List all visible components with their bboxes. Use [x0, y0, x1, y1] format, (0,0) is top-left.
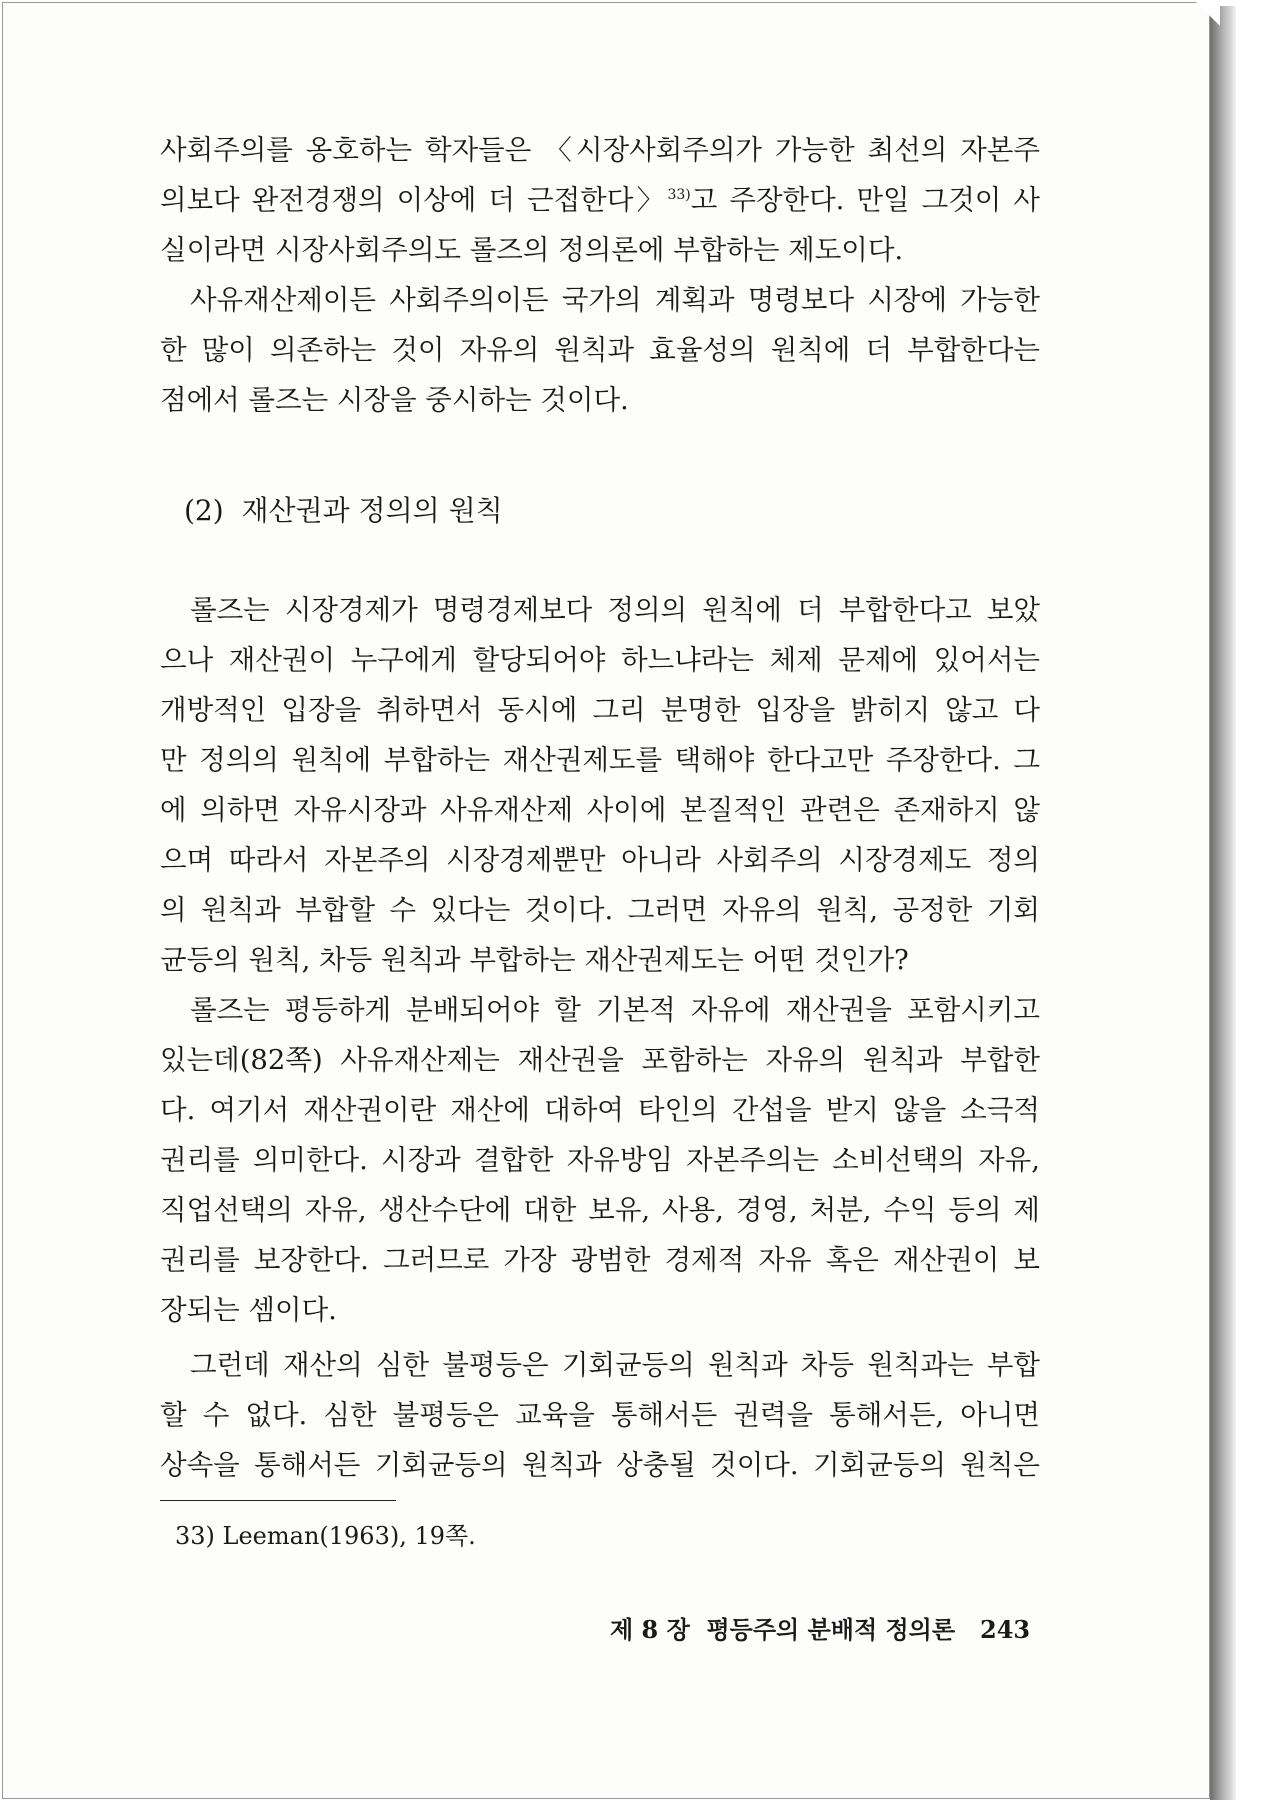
text-line: 권리를 보장한다. 그러므로 가장 광범한 경제적 자유 혹은 재산권이 보	[160, 1244, 1040, 1276]
text-line: 으며 따라서 자본주의 시장경제뿐만 아니라 사회주의 시장경제도 정의	[160, 844, 1040, 876]
text-line: 권리를 의미한다. 시장과 결합한 자유방임 자본주의는 소비선택의 자유,	[160, 1144, 1040, 1176]
text-line: 다. 여기서 재산권이란 재산에 대하여 타인의 간섭을 받지 않을 소극적	[160, 1094, 1040, 1126]
text-line: 직업선택의 자유, 생산수단에 대한 보유, 사용, 경영, 처분, 수익 등의 제	[160, 1194, 1040, 1226]
paragraph-5	[160, 1340, 1040, 1490]
paragraph-2	[160, 275, 1040, 425]
text-line: 으나 재산권이 누구에게 할당되어야 하느냐라는 체제 문제에 있어서는	[160, 644, 1040, 676]
footnote: 33) Leeman(1963), 19쪽.	[175, 1522, 476, 1550]
text-line-with-footnote	[160, 175, 1040, 225]
text-line: 할 수 없다. 심한 불평등은 교육을 통해서든 권력을 통해서든, 아니면	[160, 1399, 1040, 1431]
text-line: 에 의하면 자유시장과 사유재산제 사이에 본질적인 관련은 존재하지 않	[160, 794, 1040, 826]
text-line: 사유재산제이든 사회주의이든 국가의 계획과 명령보다 시장에 가능한	[190, 284, 1040, 316]
text-line: 롤즈는 평등하게 분배되어야 할 기본적 자유에 재산권을 포함시키고	[190, 994, 1040, 1026]
text-line: 의 원칙과 부합할 수 있다는 것이다. 그러면 자유의 원칙, 공정한 기회	[160, 894, 1040, 926]
footnote-reference[interactable]: 33)	[667, 186, 691, 203]
text-segment: 의보다 완전경쟁의 이상에 더 근접한다〉	[160, 184, 668, 216]
text-line: 개방적인 입장을 취하면서 동시에 그리 분명한 입장을 밝히지 않고 다	[160, 694, 1040, 726]
text-line: 실이라면 시장사회주의도 롤즈의 정의론에 부합하는 제도이다.	[160, 234, 904, 266]
footnote-divider	[160, 1500, 396, 1501]
text-line: 사회주의를 옹호하는 학자들은 〈시장사회주의가 가능한 최선의 자본주	[160, 134, 1040, 166]
text-line: 만 정의의 원칙에 부합하는 재산권제도를 택해야 한다고만 주장한다. 그	[160, 744, 1040, 776]
text-line: 상속을 통해서든 기회균등의 원칙과 상충될 것이다. 기회균등의 원칙은	[160, 1449, 1040, 1481]
text-segment: 고 주장한다. 만일 그것이 사	[690, 184, 1040, 216]
text-line: 균등의 원칙, 차등 원칙과 부합하는 재산권제도는 어떤 것인가?	[160, 944, 909, 976]
text-line: 그런데 재산의 심한 불평등은 기회균등의 원칙과 차등 원칙과는 부합	[190, 1349, 1040, 1381]
section-heading: (2) 재산권과 정의의 원칙	[184, 494, 503, 527]
page-edge-shadow	[1210, 6, 1236, 1800]
text-line: 한 많이 의존하는 것이 자유의 원칙과 효율성의 원칙에 더 부합한다는	[160, 334, 1040, 366]
page-number: 243	[980, 1615, 1031, 1644]
paragraph-3	[160, 585, 1040, 985]
text-line: 있는데(82쪽) 사유재산제는 재산권을 포함하는 자유의 원칙과 부합한	[160, 1044, 1040, 1076]
text-line: 롤즈는 시장경제가 명령경제보다 정의의 원칙에 더 부합한다고 보았	[190, 594, 1040, 626]
text-line: 장되는 셈이다.	[160, 1294, 337, 1326]
text-line: 점에서 롤즈는 시장을 중시하는 것이다.	[160, 384, 629, 416]
running-footer-title: 제 8 장 평등주의 분배적 정의론	[610, 1615, 956, 1644]
page-corner-fold	[1196, 2, 1220, 26]
paragraph-1	[160, 125, 1040, 275]
paragraph-4	[160, 985, 1040, 1335]
